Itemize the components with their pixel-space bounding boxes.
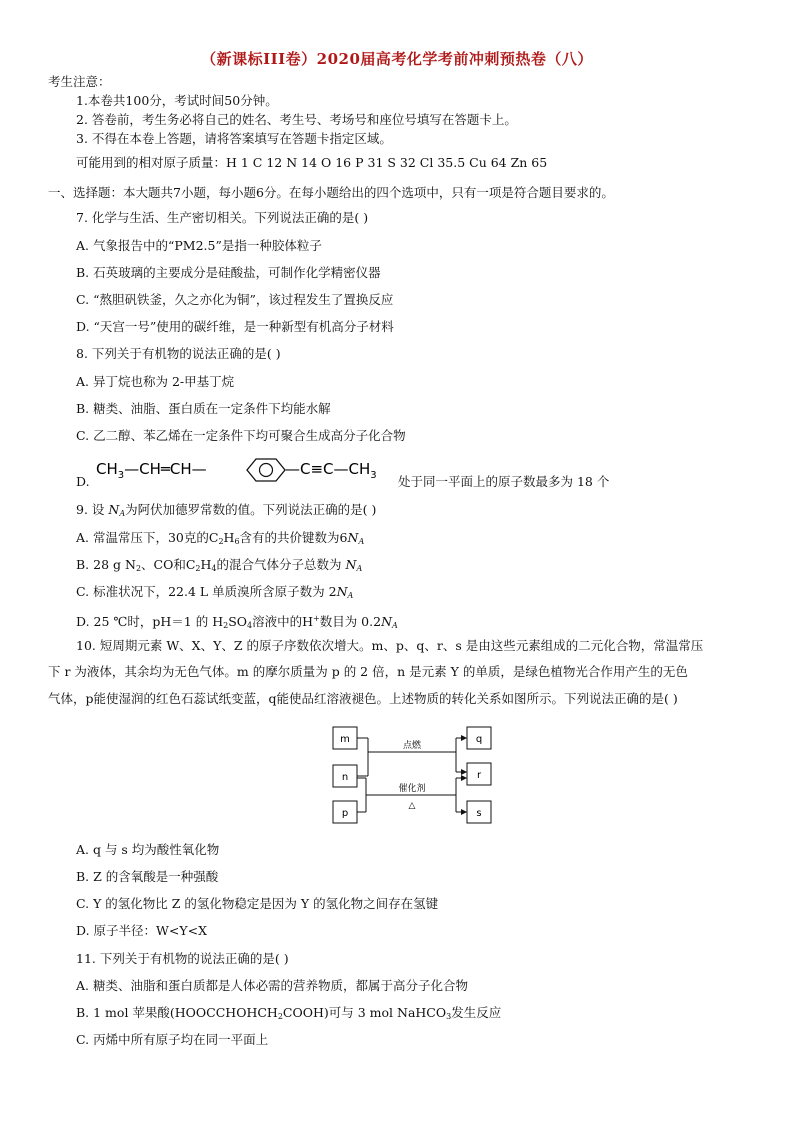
q10-option-c: C. Y 的氢化物比 Z 的氢化物稳定是因为 Y 的氢化物之间存在氢键 [76,896,439,911]
notice-item-2: 2. 答卷前，考生务必将自己的姓名、考生号、考场号和座位号填写在答题卡上。 [76,112,517,127]
q9-option-c: C. 标准状况下，22.4 L 单质溴所含原子数为 $2N_A$ [76,584,354,600]
q10-stem-line-3: 气体，p能使湿润的红色石蕊试纸变蓝，q能使品红溶液褪色。上述物质的转化关系如图所示。下列说法正确的是( ) [48,691,678,706]
q7-option-d: D. “天宫一号”使用的碳纤维，是一种新型有机高分子材料 [76,319,394,334]
section-heading: 一、选择题：本大题共7小题，每小题6分。在每小题给出的四个选项中，只有一项是符合题目要求的。 [48,185,614,200]
q8-stem: 8. 下列关于有机物的说法正确的是( ) [76,346,281,361]
structural-formula [96,456,396,484]
q7-option-a: A. 气象报告中的“PM2.5”是指一种胶体粒子 [76,238,322,253]
notice-item-1: 1.本卷共100分，考试时间50分钟。 [76,93,278,108]
q8-option-b: B. 糖类、油脂、蛋白质在一定条件下均能水解 [76,401,331,416]
q10-option-b: B. Z 的含氧酸是一种强酸 [76,869,219,884]
box-q-label: q [475,734,483,745]
box-m-label: m [340,734,350,745]
label-heat: △ [408,801,416,811]
benzene-ring-circle [260,464,273,477]
q11-stem: 11. 下列关于有机物的说法正确的是( ) [76,951,289,966]
q10-stem-line-2: 下 r 为液体，其余均为无色气体。m 的摩尔质量为 p 的 2 倍，n 是元素 Y 的单质，是绿色植物光合作用产生的无色 [48,664,688,679]
label-catalyst: 催化剂 [398,784,426,794]
formula-ch3-left: $CH_3—CH═CH—$ [96,460,207,481]
box-n-label: n [341,772,349,783]
q8-option-d-text: 处于同一平面上的原子数最多为 18 个 [398,474,610,489]
atomic-masses: 可能用到的相对原子质量：H 1 C 12 N 14 O 16 P 31 S 32 Cl 35.5 Cu 64 Zn 65 [76,155,548,170]
box-p-label: p [341,808,349,819]
q11-option-c: C. 丙烯中所有原子均在同一平面上 [76,1032,269,1047]
q8-option-a: A. 异丁烷也称为 2-甲基丁烷 [76,374,235,389]
reaction-diagram [332,722,492,830]
q9-option-b: B. 28 g $N_2$、CO和$C_2H_4$的混合气体分子总数为 $N_A$ [76,557,363,573]
q11-option-b: B. 1 mol 苹果酸$(HOOCCHOHCH_2COOH)$可与 3 mol NaHCO$_3$发生反应 [76,1005,502,1021]
q7-option-c: C. “熬胆矾铁釜，久之亦化为铜”，该过程发生了置换反应 [76,292,394,307]
notice-item-3: 3. 不得在本卷上答题，请将答案填写在答题卡指定区域。 [76,131,392,146]
q9-stem: 9. 设 $N_A$为阿伏加德罗常数的值。下列说法正确的是( ) [76,502,377,518]
box-r-label: r [476,770,482,781]
box-s-label: s [476,808,482,819]
q8-option-c: C. 乙二醇、苯乙烯在一定条件下均可聚合生成高分子化合物 [76,428,406,443]
formula-ch3-right: $—C\equiv C—CH_3$ [285,460,377,481]
page-title: （新课标III卷）2020届高考化学考前冲刺预热卷（八） [201,50,593,68]
label-ignite: 点燃 [402,741,422,751]
q10-option-a: A. q 与 s 均为酸性氧化物 [76,842,220,857]
notice-heading: 考生注意： [48,74,111,89]
q7-option-b: B. 石英玻璃的主要成分是硅酸盐，可制作化学精密仪器 [76,265,381,280]
q11-option-a: A. 糖类、油脂和蛋白质都是人体必需的营养物质，都属于高分子化合物 [76,978,468,993]
q10-option-d: D. 原子半径：W<Y<X [76,923,207,938]
benzene-ring-icon [247,459,285,481]
q7-stem: 7. 化学与生活、生产密切相关。下列说法正确的是( ) [76,210,369,225]
q9-option-a: A. 常温常压下，30克的$C_2H_6$含有的共价键数为$6N_A$ [76,530,365,546]
q10-stem-line-1: 10. 短周期元素 W、X、Y、Z 的原子序数依次增大。m、p、q、r、s 是由这些元素组成的二元化合物，常温常压 [76,638,704,653]
q8-option-d-letter: D. [76,474,90,489]
q9-option-d: D. 25 ℃时，pH＝1 的 $H_2SO_4$溶液中的H+数目为 $0.2N_A$ [76,614,398,630]
